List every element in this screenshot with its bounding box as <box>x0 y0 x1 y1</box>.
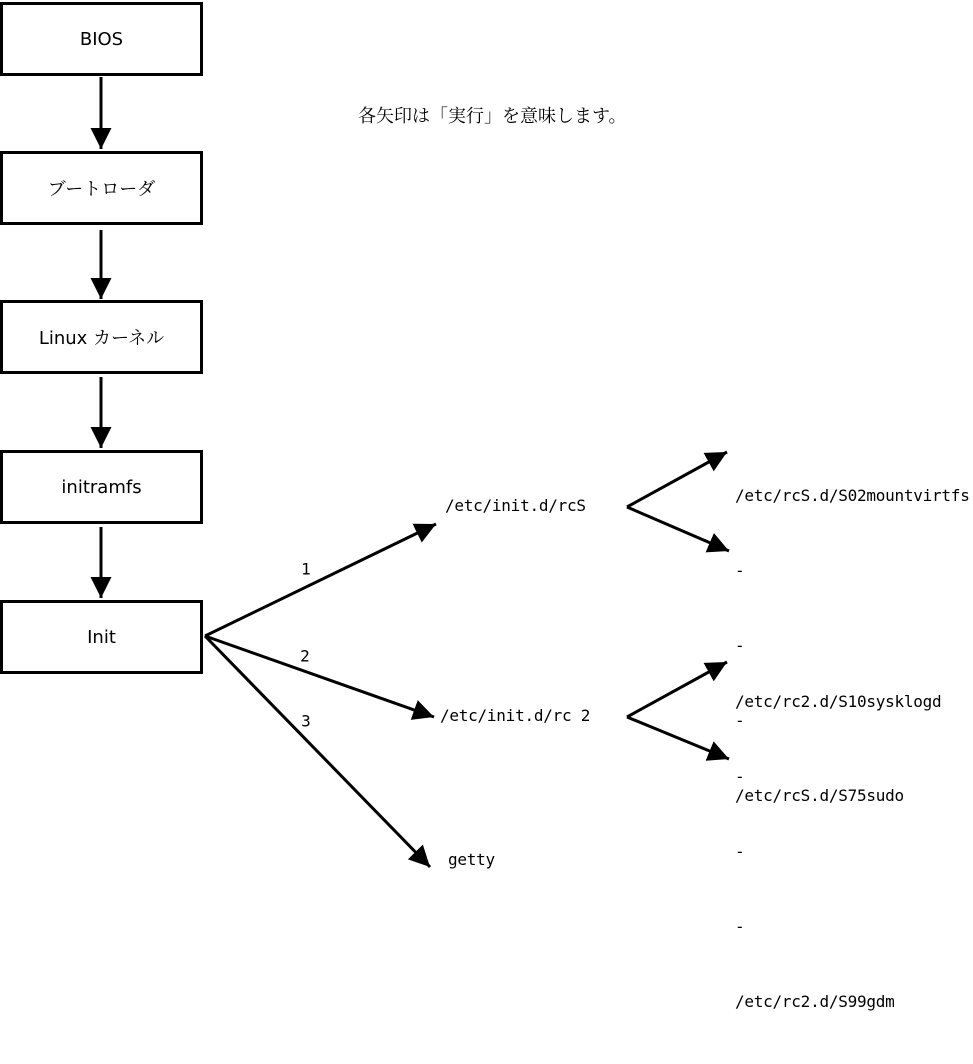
rcs-script-ellipsis: - <box>735 711 745 730</box>
arrow-rc2-to-s99gdm <box>627 717 729 759</box>
rcs-script-ellipsis: - <box>735 636 745 655</box>
arrow-rcs-to-s02mountvirtfs <box>627 452 727 507</box>
rcs-script-ellipsis: - <box>735 561 745 580</box>
rcs-script-item: /etc/rcS.d/S02mountvirtfs <box>735 486 970 505</box>
rc2-script-item: /etc/rc2.d/S10sysklogd <box>735 692 942 711</box>
edge-order-label-2: 2 <box>300 646 310 666</box>
arrow-init-to-getty <box>205 636 430 867</box>
arrow-rc2-to-s10sysklogd <box>627 662 727 717</box>
arrow-rcs-to-s75sudo <box>627 507 729 551</box>
node-init-label: Init <box>87 626 116 648</box>
node-initramfs-label: initramfs <box>61 476 142 498</box>
rcs-script-item: /etc/rcS.d/S75sudo <box>735 786 904 805</box>
node-bios-label: BIOS <box>79 28 124 50</box>
arrow-init-to-rc2 <box>205 636 434 717</box>
rc2-script-ellipsis: - <box>735 767 745 786</box>
node-linux-kernel-label: Linux カーネル <box>38 328 165 349</box>
rcs-target-label: /etc/init.d/rcS <box>445 496 586 515</box>
node-bootloader-label: ブートローダ <box>47 179 156 200</box>
getty-target-label: getty <box>448 850 495 869</box>
rc2-script-ellipsis: - <box>735 917 745 936</box>
node-init <box>0 600 203 674</box>
rc2-script-ellipsis: - <box>735 842 745 861</box>
rc2-target-label: /etc/init.d/rc 2 <box>440 706 591 725</box>
script-list-rc2 <box>735 639 941 1064</box>
node-initramfs <box>0 450 203 524</box>
node-bios <box>0 2 203 76</box>
arrow-init-to-rcs <box>205 524 436 636</box>
rc2-script-item: /etc/rc2.d/S99gdm <box>735 992 895 1011</box>
edge-order-label-3: 3 <box>301 711 311 731</box>
node-bootloader <box>0 151 203 225</box>
edge-order-label-1: 1 <box>301 559 311 579</box>
node-linux-kernel <box>0 300 203 374</box>
arrow-meaning-note: 各矢印は「実行」を意味します。 <box>358 106 627 127</box>
